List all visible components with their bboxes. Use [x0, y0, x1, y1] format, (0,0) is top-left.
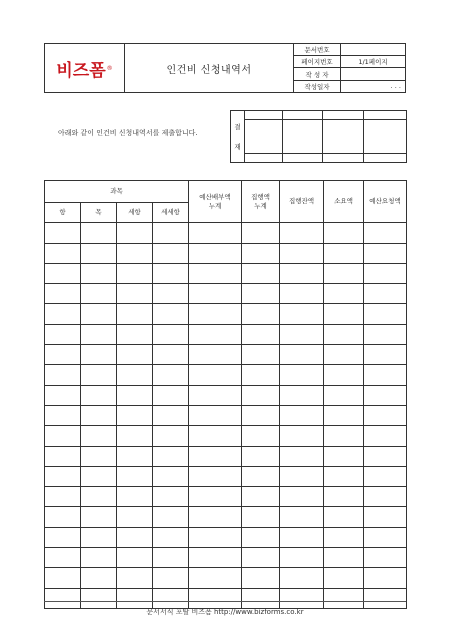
approval-date-cell[interactable]	[323, 154, 364, 163]
table-cell[interactable]	[189, 304, 242, 324]
table-cell[interactable]	[45, 548, 81, 568]
table-cell[interactable]	[324, 223, 364, 243]
table-row	[45, 446, 407, 466]
table-cell[interactable]	[280, 243, 324, 263]
table-cell[interactable]	[280, 405, 324, 425]
table-cell[interactable]	[189, 223, 242, 243]
column-header-sesehang: 세세항	[153, 203, 189, 223]
table-cell[interactable]	[280, 588, 324, 608]
table-cell[interactable]	[324, 446, 364, 466]
table-cell[interactable]	[324, 548, 364, 568]
meta-row	[294, 44, 405, 56]
table-cell[interactable]	[189, 345, 242, 365]
table-cell[interactable]	[364, 588, 407, 608]
table-cell[interactable]	[117, 446, 153, 466]
table-cell[interactable]	[81, 284, 117, 304]
approval-label-bottom: 재	[234, 142, 241, 151]
table-cell[interactable]	[280, 385, 324, 405]
table-cell[interactable]	[242, 263, 280, 283]
table-cell[interactable]	[117, 385, 153, 405]
table-cell[interactable]	[153, 263, 189, 283]
table-cell[interactable]	[364, 466, 407, 486]
table-cell[interactable]	[324, 507, 364, 527]
table-row	[45, 487, 407, 507]
table-cell[interactable]	[189, 263, 242, 283]
table-cell[interactable]	[153, 345, 189, 365]
table-cell[interactable]	[81, 345, 117, 365]
table-cell[interactable]	[153, 548, 189, 568]
table-cell[interactable]	[242, 466, 280, 486]
table-cell[interactable]	[242, 365, 280, 385]
table-cell[interactable]	[324, 527, 364, 547]
table-cell[interactable]	[45, 568, 81, 588]
table-cell[interactable]	[189, 487, 242, 507]
approval-date-cell[interactable]	[245, 154, 283, 163]
table-cell[interactable]	[242, 385, 280, 405]
table-cell[interactable]	[153, 284, 189, 304]
table-cell[interactable]	[324, 405, 364, 425]
table-cell[interactable]	[153, 446, 189, 466]
table-cell[interactable]	[189, 507, 242, 527]
table-cell[interactable]	[189, 548, 242, 568]
table-cell[interactable]	[364, 223, 407, 243]
table-cell[interactable]	[324, 466, 364, 486]
table-cell[interactable]	[280, 446, 324, 466]
table-cell[interactable]	[45, 304, 81, 324]
table-cell[interactable]	[117, 426, 153, 446]
column-header-request: 예산요청액	[364, 181, 407, 223]
column-header-executed-text: 집행액 누계	[251, 192, 270, 210]
table-cell[interactable]	[280, 426, 324, 446]
meta-label: 페이지번호	[294, 56, 341, 68]
table-cell[interactable]	[242, 223, 280, 243]
table-cell[interactable]	[189, 243, 242, 263]
table-cell[interactable]	[280, 284, 324, 304]
column-header-subject: 과목	[45, 181, 189, 203]
table-row	[45, 324, 407, 344]
table-cell[interactable]	[153, 324, 189, 344]
table-cell[interactable]	[81, 527, 117, 547]
logo-text: 비즈폼	[56, 60, 106, 81]
table-cell[interactable]	[81, 446, 117, 466]
table-cell[interactable]	[153, 588, 189, 608]
table-cell[interactable]	[45, 284, 81, 304]
meta-row	[294, 56, 405, 68]
table-cell[interactable]	[280, 507, 324, 527]
table-cell[interactable]	[45, 527, 81, 547]
table-cell[interactable]	[242, 324, 280, 344]
table-cell[interactable]	[45, 588, 81, 608]
table-cell[interactable]	[280, 487, 324, 507]
column-header-executed	[242, 181, 280, 223]
table-cell[interactable]	[189, 324, 242, 344]
table-cell[interactable]	[81, 405, 117, 425]
table-row	[45, 426, 407, 446]
table-row	[45, 588, 407, 608]
table-row	[45, 527, 407, 547]
approval-sign-cell[interactable]	[323, 120, 364, 154]
table-cell[interactable]	[189, 426, 242, 446]
table-row	[45, 548, 407, 568]
table-cell[interactable]	[45, 243, 81, 263]
document-header	[44, 43, 406, 93]
table-cell[interactable]	[189, 365, 242, 385]
approval-label	[231, 111, 245, 163]
table-cell[interactable]	[81, 426, 117, 446]
table-cell[interactable]	[324, 263, 364, 283]
table-row	[45, 345, 407, 365]
table-cell[interactable]	[242, 345, 280, 365]
approval-date-cell[interactable]	[283, 154, 323, 163]
table-cell[interactable]	[117, 405, 153, 425]
table-row	[45, 507, 407, 527]
table-cell[interactable]	[364, 507, 407, 527]
table-cell[interactable]	[153, 385, 189, 405]
table-cell[interactable]	[324, 365, 364, 385]
table-cell[interactable]	[81, 324, 117, 344]
column-header-remaining: 집행잔액	[280, 181, 324, 223]
table-cell[interactable]	[242, 568, 280, 588]
table-cell[interactable]	[324, 304, 364, 324]
registered-mark: ®	[106, 64, 113, 72]
table-cell[interactable]	[242, 487, 280, 507]
footer-divider	[44, 601, 406, 602]
table-row	[45, 568, 407, 588]
table-cell[interactable]	[45, 405, 81, 425]
table-cell[interactable]	[45, 426, 81, 446]
table-cell[interactable]	[45, 365, 81, 385]
table-cell[interactable]	[117, 487, 153, 507]
table-cell[interactable]	[117, 324, 153, 344]
column-header-budget	[189, 181, 242, 223]
column-header-sehang: 세항	[117, 203, 153, 223]
table-cell[interactable]	[45, 446, 81, 466]
table-cell[interactable]	[117, 243, 153, 263]
table-cell[interactable]	[242, 548, 280, 568]
approval-box	[230, 110, 407, 163]
table-cell[interactable]	[242, 304, 280, 324]
table-cell[interactable]	[364, 527, 407, 547]
table-cell[interactable]	[117, 365, 153, 385]
table-cell[interactable]	[280, 568, 324, 588]
table-row	[45, 304, 407, 324]
table-cell[interactable]	[189, 446, 242, 466]
table-cell[interactable]	[280, 466, 324, 486]
meta-row	[294, 80, 405, 92]
table-cell[interactable]	[242, 446, 280, 466]
meta-value[interactable]	[341, 44, 406, 56]
table-cell[interactable]	[364, 405, 407, 425]
table-cell[interactable]	[45, 385, 81, 405]
table-cell[interactable]	[153, 466, 189, 486]
meta-value[interactable]: . . .	[341, 80, 406, 92]
table-cell[interactable]	[117, 568, 153, 588]
table-cell[interactable]	[364, 446, 407, 466]
table-cell[interactable]	[81, 588, 117, 608]
table-cell[interactable]	[81, 466, 117, 486]
table-cell[interactable]	[189, 527, 242, 547]
approval-sign-cell[interactable]	[283, 120, 323, 154]
table-cell[interactable]	[189, 568, 242, 588]
table-cell[interactable]	[81, 243, 117, 263]
submission-statement: 아래와 같이 인건비 신청내역서를 제출합니다.	[58, 129, 198, 137]
table-cell[interactable]	[153, 487, 189, 507]
table-cell[interactable]	[189, 588, 242, 608]
table-cell[interactable]	[45, 223, 81, 243]
table-cell[interactable]	[280, 223, 324, 243]
table-cell[interactable]	[242, 284, 280, 304]
table-cell[interactable]	[81, 223, 117, 243]
approval-title-cell[interactable]	[283, 111, 323, 120]
table-cell[interactable]	[324, 243, 364, 263]
table-row	[45, 365, 407, 385]
table-cell[interactable]	[364, 487, 407, 507]
table-cell[interactable]	[324, 487, 364, 507]
table-cell[interactable]	[45, 345, 81, 365]
table-cell[interactable]	[280, 345, 324, 365]
table-row	[45, 385, 407, 405]
column-header-budget-text: 예산배부액 누계	[199, 192, 231, 210]
table-row	[45, 223, 407, 243]
table-cell[interactable]	[153, 365, 189, 385]
table-row	[45, 243, 407, 263]
approval-date-cell[interactable]	[364, 154, 407, 163]
table-cell[interactable]	[324, 385, 364, 405]
column-header-mok: 목	[81, 203, 117, 223]
table-row	[45, 466, 407, 486]
table-cell[interactable]	[117, 304, 153, 324]
table-cell[interactable]	[242, 527, 280, 547]
table-cell[interactable]	[189, 385, 242, 405]
table-cell[interactable]	[117, 527, 153, 547]
table-cell[interactable]	[153, 568, 189, 588]
table-cell[interactable]	[81, 507, 117, 527]
table-cell[interactable]	[81, 568, 117, 588]
table-cell[interactable]	[324, 568, 364, 588]
table-cell[interactable]	[364, 243, 407, 263]
table-cell[interactable]	[280, 365, 324, 385]
table-cell[interactable]	[280, 263, 324, 283]
table-row	[45, 263, 407, 283]
table-body	[45, 223, 407, 609]
table-row	[45, 284, 407, 304]
table-cell[interactable]	[364, 304, 407, 324]
table-cell[interactable]	[364, 365, 407, 385]
table-cell[interactable]	[364, 284, 407, 304]
table-cell[interactable]	[81, 385, 117, 405]
table-cell[interactable]	[189, 284, 242, 304]
approval-label-top: 결	[234, 122, 241, 131]
table-cell[interactable]	[364, 345, 407, 365]
meta-label: 작 성 자	[294, 68, 341, 80]
table-cell[interactable]	[153, 223, 189, 243]
table-cell[interactable]	[117, 466, 153, 486]
table-cell[interactable]	[280, 548, 324, 568]
table-cell[interactable]	[324, 426, 364, 446]
table-cell[interactable]	[364, 548, 407, 568]
approval-title-cell[interactable]	[323, 111, 364, 120]
table-cell[interactable]	[153, 243, 189, 263]
table-cell[interactable]	[324, 324, 364, 344]
table-cell[interactable]	[117, 263, 153, 283]
table-cell[interactable]	[364, 568, 407, 588]
table-cell[interactable]	[153, 507, 189, 527]
table-cell[interactable]	[280, 527, 324, 547]
table-cell[interactable]	[324, 284, 364, 304]
table-cell[interactable]	[280, 304, 324, 324]
table-cell[interactable]	[324, 588, 364, 608]
table-cell[interactable]	[364, 324, 407, 344]
table-cell[interactable]	[153, 527, 189, 547]
table-cell[interactable]	[364, 263, 407, 283]
table-cell[interactable]	[45, 466, 81, 486]
table-cell[interactable]	[81, 263, 117, 283]
approval-title-cell[interactable]	[364, 111, 407, 120]
meta-value[interactable]	[341, 68, 406, 80]
table-cell[interactable]	[117, 548, 153, 568]
approval-sign-cell[interactable]	[364, 120, 407, 154]
table-cell[interactable]	[242, 588, 280, 608]
table-cell[interactable]	[117, 345, 153, 365]
logo	[45, 44, 125, 92]
meta-label: 작성일자	[304, 82, 330, 91]
table-cell[interactable]	[45, 507, 81, 527]
table-cell[interactable]	[242, 426, 280, 446]
table-cell[interactable]	[364, 385, 407, 405]
table-cell[interactable]	[189, 405, 242, 425]
document-meta-table	[294, 44, 405, 92]
column-header-hang: 항	[45, 203, 81, 223]
table-cell[interactable]	[81, 304, 117, 324]
table-cell[interactable]	[153, 405, 189, 425]
footer-text: 문서서식 포탈 비즈폼 http://www.bizforms.co.kr	[146, 608, 304, 616]
approval-sign-cell[interactable]	[245, 120, 283, 154]
table-cell[interactable]	[242, 405, 280, 425]
table-cell[interactable]	[242, 507, 280, 527]
document-title: 인건비 신청내역서	[125, 44, 294, 92]
table-cell[interactable]	[324, 345, 364, 365]
approval-title-cell[interactable]	[245, 111, 283, 120]
table-cell[interactable]	[117, 223, 153, 243]
meta-label: 문서번호	[294, 44, 341, 56]
labor-cost-table	[44, 180, 407, 609]
meta-row	[294, 68, 405, 80]
table-cell[interactable]	[242, 243, 280, 263]
table-cell[interactable]	[45, 324, 81, 344]
column-header-required: 소요액	[324, 181, 364, 223]
table-cell[interactable]	[81, 548, 117, 568]
table-cell[interactable]	[117, 507, 153, 527]
table-cell[interactable]	[45, 487, 81, 507]
table-cell[interactable]	[189, 466, 242, 486]
table-cell[interactable]	[280, 324, 324, 344]
table-cell[interactable]	[45, 263, 81, 283]
table-cell[interactable]	[117, 284, 153, 304]
table-cell[interactable]	[153, 304, 189, 324]
meta-value[interactable]: 1/1페이지	[341, 56, 406, 68]
table-cell[interactable]	[81, 487, 117, 507]
table-cell[interactable]	[153, 426, 189, 446]
table-cell[interactable]	[81, 365, 117, 385]
table-cell[interactable]	[117, 588, 153, 608]
table-cell[interactable]	[364, 426, 407, 446]
table-row	[45, 405, 407, 425]
